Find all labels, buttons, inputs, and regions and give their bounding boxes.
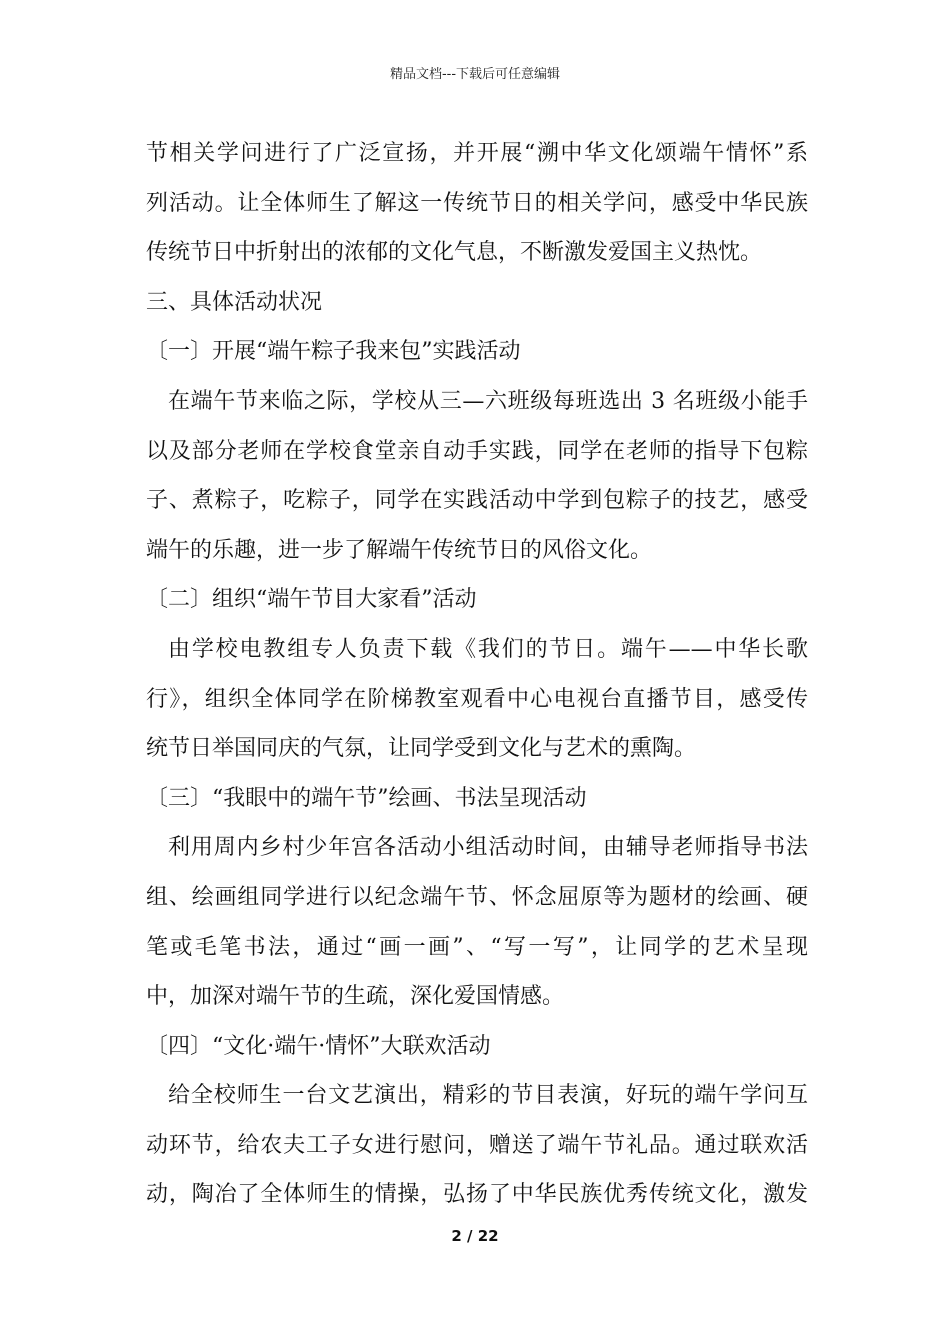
heading-text: 〔三〕“我眼中的端午节”绘画、书法呈现活动 <box>146 785 587 811</box>
text-line: 行》，组织全体同学在阶梯教室观看中心电视台直播节目，感受传 <box>146 686 808 712</box>
page-header: 精品文档---下载后可任意编辑 <box>389 67 561 82</box>
paragraph <box>146 129 808 278</box>
text-line: 子、煮粽子，吃粽子，同学在实践活动中学到包粽子的技艺，感受 <box>146 488 808 514</box>
paragraph <box>146 625 808 774</box>
text-line: 动环节，给农夫工子女进行慰问，赠送了端午节礼品。通过联欢活 <box>146 1132 808 1158</box>
text-line: 利用周内乡村少年宫各活动小组活动时间，由辅导老师指导书法 <box>168 835 808 861</box>
text-line: 中，加深对端午节的生疏，深化爱国情感。 <box>146 984 565 1010</box>
paragraph <box>146 377 808 575</box>
text-line: 在端午节来临之际，学校从三—六班级每班选出 3 名班级小能手 <box>168 388 808 414</box>
text-line: 端午的乐趣，进一步了解端午传统节日的风俗文化。 <box>146 537 653 563</box>
heading-text: 三、具体活动状况 <box>146 289 323 315</box>
subsection-heading <box>146 575 808 625</box>
heading-text: 〔二〕组织“端午节目大家看”活动 <box>146 587 477 613</box>
heading-text: 〔一〕开展“端午粽子我来包”实践活动 <box>146 339 521 365</box>
heading-text: 〔四〕“文化·端午·情怀”大联欢活动 <box>146 1033 491 1059</box>
document-body <box>146 129 808 1220</box>
text-line: 给全校师生一台文艺演出，精彩的节目表演，好玩的端午学问互 <box>168 1083 808 1109</box>
text-line: 动，陶冶了全体师生的情操，弘扬了中华民族优秀传统文化，激发 <box>146 1182 808 1208</box>
subsection-heading <box>146 1022 808 1072</box>
text-line: 列活动。让全体师生了解这一传统节日的相关学问，感受中华民族 <box>146 190 808 216</box>
paragraph <box>146 823 808 1021</box>
subsection-heading <box>146 774 808 824</box>
section-heading <box>146 278 808 328</box>
text-line: 以及部分老师在学校食堂亲自动手实践，同学在老师的指导下包粽 <box>146 438 808 464</box>
text-line: 笔或毛笔书法，通过“画一画”、“写一写”，让同学的艺术呈现 <box>146 934 808 960</box>
text-line: 传统节日中折射出的浓郁的文化气息，不断激发爱国主义热忱。 <box>146 240 763 266</box>
text-line: 由学校电教组专人负责下载《我们的节日。端午——中华长歌 <box>168 636 808 662</box>
subsection-heading <box>146 327 808 377</box>
paragraph <box>146 1071 808 1220</box>
text-line: 节相关学问进行了广泛宣扬，并开展“溯中华文化颂端午情怀”系 <box>146 141 808 166</box>
text-line: 组、绘画组同学进行以纪念端午节、怀念屈原等为题材的绘画、硬 <box>146 884 808 910</box>
text-line: 统节日举国同庆的气氛，让同学受到文化与艺术的熏陶。 <box>146 736 697 762</box>
page-number: 2 / 22 <box>451 1227 499 1245</box>
